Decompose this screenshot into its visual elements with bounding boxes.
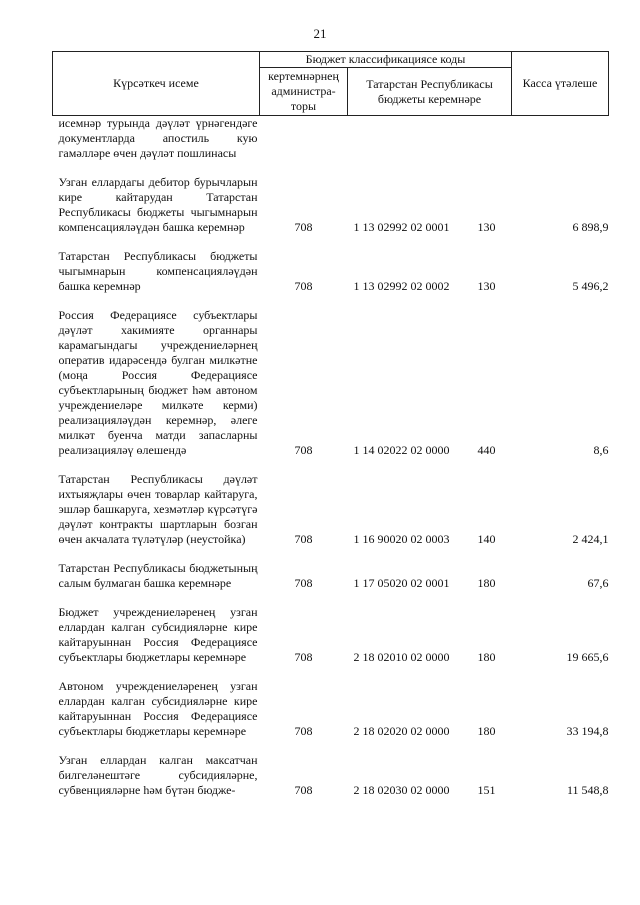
row-subcode: 130 [477,279,496,293]
table-row [53,665,609,739]
row-subcode: 130 [477,220,496,234]
row-admin: 708 [294,279,313,293]
row-code: 2 18 02020 02 0000 [353,724,450,738]
row-name: Татарстан Республикасы бюджетының салым булмаган башка керемнәре [58,561,258,590]
table-row [53,458,609,547]
row-admin: 708 [294,443,313,457]
row-subcode: 180 [477,576,496,590]
row-admin: 708 [294,532,313,546]
row-amount: 11 548,8 [566,783,609,797]
row-admin [260,116,348,162]
row-code: 1 14 02022 02 0000 [353,443,450,457]
row-code-cell [348,591,512,665]
row-name: Узган еллардан калган максатчан билгеләнештәге субсидияләрне, субвенцияләрне һәм бүтән бюдже- [58,753,258,797]
row-name: Бюджет учреждениеләренең узган еллардан калган субсидияләрне кире кайтаруыннан Россия Федерациясе субъектлары бюджетлары керемнәре [58,605,258,664]
row-amount: 6 898,9 [572,220,609,234]
row-name: Россия Федерациясе субъектлары дәүләт хакимияте органнары карамагындагы учреждениеләрнең оператив идарәсендә булган милкәтне (моңа Россия Федерациясе субъектларының бюджет һәм автоном учреждениеләре милкәте керми) реализацияләүдән керемнәр, әлеге милкәт буенча матди запасларны реализацияләү өлешендә [58,308,258,457]
row-code: 1 13 02992 02 0002 [353,279,450,293]
row-code-cell [348,458,512,547]
row-admin: 708 [294,576,313,590]
row-amount: 2 424,1 [572,532,609,546]
row-amount: 67,6 [587,576,609,590]
table-row [53,161,609,235]
table-row [53,591,609,665]
row-subcode: 440 [477,443,496,457]
table-row [53,235,609,294]
row-subcode: 140 [477,532,496,546]
row-subcode: 151 [477,783,496,797]
row-admin: 708 [294,783,313,797]
row-admin: 708 [294,724,313,738]
row-code-cell [348,161,512,235]
row-amount: 8,6 [593,443,609,457]
row-amount: 5 496,2 [572,279,609,293]
header-indicator-name: Күрсәткеч исеме [53,52,260,116]
row-subcode: 180 [477,650,496,664]
row-code-cell [348,116,512,162]
row-code: 2 18 02010 02 0000 [353,650,450,664]
budget-table-container [52,51,608,798]
budget-table [52,51,609,798]
row-name: Узган еллардагы дебитор бурычларын кире кайтарудан Татарстан Республикасы бюджеты чыгымнарын компенсацияләүдән башка керемнәр [58,175,258,234]
row-code-cell [348,235,512,294]
row-amount: 33 194,8 [566,724,609,738]
header-admin: кертемнәрнең администра-торы [260,68,348,116]
row-code-cell [348,739,512,798]
row-subcode: 180 [477,724,496,738]
row-code-cell [348,547,512,591]
row-code-cell [348,665,512,739]
header-kassa: Касса үтәлеше [512,52,609,116]
row-name: Татарстан Республикасы бюджеты чыгымнарын компенсацияләүдән башка керемнәр [58,249,258,293]
table-row [53,739,609,798]
table-row [53,547,609,591]
header-budget-code-group: Бюджет классификациясе коды [260,52,512,68]
row-code: 1 17 05020 02 0001 [353,576,450,590]
row-admin: 708 [294,650,313,664]
row-code: 2 18 02030 02 0000 [353,783,450,797]
table-row [53,294,609,458]
row-code: 1 13 02992 02 0001 [353,220,450,234]
row-admin: 708 [294,220,313,234]
row-amount: 19 665,6 [566,650,609,664]
row-code-cell [348,294,512,458]
row-amount [512,116,609,162]
row-code: 1 16 90020 02 0003 [353,532,450,546]
table-row [53,116,609,162]
header-revenue: Татарстан Республикасы бюджеты керемнәре [348,68,512,116]
row-name: Татарстан Республикасы дәүләт ихтыяҗлары өчен товарлар кайтаруга, эшләр башкаруга, хезмәтләр күрсәтүгә дәүләт контракты шартларын бозган өчен акчалата түләтүләр (неустойка) [58,472,258,546]
row-name: исемнәр турында дәүләт үрнәгендәге документларда апостиль кую гамәлләре өчен дәүләт пошлинасы [58,116,258,160]
row-name: Автоном учреждениеләренең узган еллардан калган субсидияләрне кире кайтаруыннан Россия Федерациясе субъектлары бюджетлары керемнәре [58,679,258,738]
page-number: 21 [313,26,327,41]
